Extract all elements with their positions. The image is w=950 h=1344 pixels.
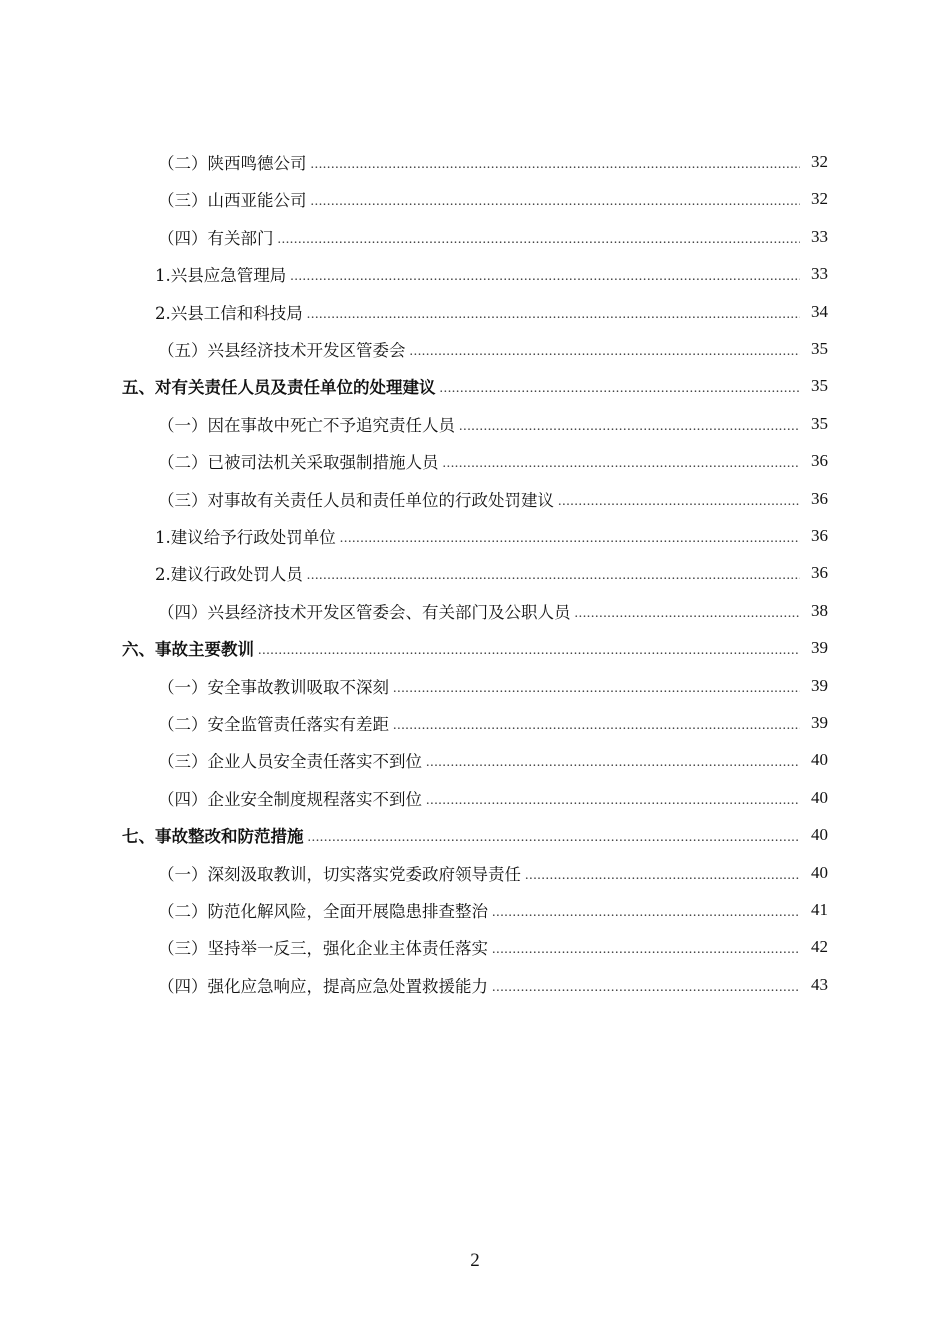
dot-leader (426, 793, 800, 809)
dot-leader (575, 606, 801, 622)
toc-entry[interactable] (0, 784, 950, 812)
toc-entry-page: 34 (811, 301, 828, 321)
page-number: 2 (470, 1250, 480, 1271)
dot-leader (443, 456, 801, 472)
toc-entry-page: 40 (811, 825, 828, 845)
dot-leader (393, 681, 800, 697)
toc-entry-page: 36 (811, 451, 828, 471)
toc-entry[interactable] (0, 896, 950, 924)
toc-entry-title: （四）有关部门 (158, 228, 274, 248)
toc-entry-title: （五）兴县经济技术开发区管委会 (158, 341, 406, 360)
toc-entry-page: 36 (811, 526, 828, 545)
toc-entry-page: 35 (811, 339, 828, 358)
dot-leader (492, 942, 800, 958)
toc-entry-title: （一）因在事故中死亡不予追究责任人员 (158, 415, 455, 435)
toc-entry-title: （三）山西亚能公司 (158, 191, 307, 211)
toc-entry-page: 33 (811, 264, 828, 284)
toc-entry-page: 40 (811, 750, 828, 770)
dot-leader (558, 494, 800, 510)
toc-section-heading[interactable] (0, 821, 950, 849)
dot-leader (307, 568, 800, 584)
toc-entry[interactable] (0, 597, 950, 625)
dot-leader (393, 718, 800, 734)
toc-entry-title: （二）陕西鸣德公司 (158, 154, 307, 173)
dot-leader (492, 905, 800, 921)
toc-entry-page: 33 (811, 226, 828, 246)
toc-entry[interactable] (0, 859, 950, 887)
toc-entry-title: （二）安全监管责任落实有差距 (158, 715, 389, 734)
toc-entry-page: 39 (811, 713, 828, 732)
toc-entry[interactable] (0, 185, 950, 213)
dot-leader (278, 232, 801, 248)
toc-entry-page: 39 (811, 638, 828, 658)
toc-entry-page: 36 (811, 563, 828, 583)
toc-entry[interactable] (0, 298, 950, 326)
toc-entry-page: 39 (811, 675, 828, 695)
toc-entry-title: （三）对事故有关责任人员和责任单位的行政处罚建议 (158, 490, 554, 510)
toc-entry-title: 七、事故整改和防范措施 (122, 827, 304, 847)
toc-entry-page: 40 (811, 787, 828, 807)
toc-entry[interactable] (0, 933, 950, 961)
toc-entry-title: 六、事故主要教训 (122, 640, 254, 660)
toc-section-heading[interactable] (0, 372, 950, 400)
toc-entry-title: （三）坚持举一反三，强化企业主体责任落实 (158, 939, 488, 959)
dot-leader (311, 157, 801, 173)
toc-entry-page: 43 (811, 974, 828, 994)
toc-entry-page: 38 (811, 600, 828, 620)
dot-leader (459, 419, 800, 435)
toc-entry-title: （一）深刻汲取教训，切实落实党委政府领导责任 (158, 864, 521, 884)
dot-leader (410, 344, 801, 360)
toc-entry-page: 42 (811, 937, 828, 957)
toc-entry[interactable] (0, 485, 950, 513)
toc-entry-title: （四）强化应急响应，提高应急处置救援能力 (158, 976, 488, 996)
toc-entry-page: 41 (811, 900, 828, 919)
toc-entry-page: 36 (811, 488, 828, 508)
toc-entry[interactable] (0, 447, 950, 475)
toc-entry-title: （二）已被司法机关采取强制措施人员 (158, 453, 439, 473)
toc-entry-title: 1.建议给予行政处罚单位 (155, 528, 336, 547)
dot-leader (311, 194, 801, 210)
toc-entry-title: （三）企业人员安全责任落实不到位 (158, 752, 422, 772)
toc-entry-title: 1.兴县应急管理局 (155, 266, 287, 286)
toc-entry-page: 35 (811, 413, 828, 433)
dot-leader (426, 755, 800, 771)
toc-entry-title: （一）安全事故教训吸取不深刻 (158, 677, 389, 697)
toc-entry[interactable] (0, 223, 950, 251)
toc-entry-title: （四）兴县经济技术开发区管委会、有关部门及公职人员 (158, 602, 571, 622)
toc-entry-title: 2.建议行政处罚人员 (155, 565, 303, 585)
toc-entry[interactable] (0, 559, 950, 587)
toc-entry[interactable] (0, 746, 950, 774)
toc-entry[interactable] (0, 260, 950, 288)
dot-leader (440, 381, 801, 397)
dot-leader (525, 868, 800, 884)
toc-entry[interactable] (0, 335, 950, 363)
toc-entry-page: 32 (811, 189, 828, 209)
toc-entry-title: （二）防范化解风险，全面开展隐患排查整治 (158, 902, 488, 921)
dot-leader (258, 643, 800, 659)
toc-entry-page: 35 (811, 376, 828, 396)
toc-entry[interactable] (0, 971, 950, 999)
toc-entry-page: 32 (811, 152, 828, 171)
toc-entry[interactable] (0, 709, 950, 737)
dot-leader (308, 830, 801, 846)
dot-leader (492, 980, 800, 996)
dot-leader (307, 307, 800, 323)
toc-section-heading[interactable] (0, 634, 950, 662)
toc-entry[interactable] (0, 410, 950, 438)
toc-entry-page: 40 (811, 862, 828, 882)
dot-leader (340, 531, 800, 547)
toc-entry-title: 2.兴县工信和科技局 (155, 303, 303, 323)
toc-entry[interactable] (0, 672, 950, 700)
toc-entry[interactable] (0, 148, 950, 176)
dot-leader (290, 269, 800, 285)
toc-entry[interactable] (0, 522, 950, 550)
toc-entry-title: （四）企业安全制度规程落实不到位 (158, 789, 422, 809)
toc-entry-title: 五、对有关责任人员及责任单位的处理建议 (122, 378, 436, 398)
